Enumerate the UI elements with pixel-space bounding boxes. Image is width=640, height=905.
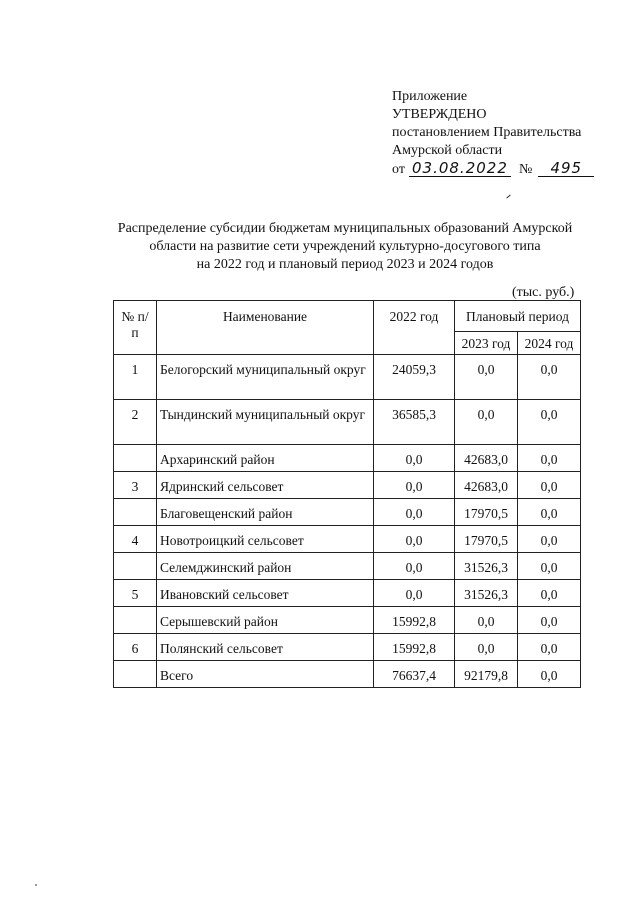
row-num (114, 553, 156, 560)
header-planned-period: Плановый период (455, 301, 581, 332)
header-num: № п/п (114, 301, 157, 355)
row-2023: 42683,0 (464, 452, 508, 467)
table-row (114, 553, 581, 580)
row-2024: 0,0 (540, 587, 558, 602)
row-2022: 0,0 (405, 506, 423, 521)
row-2022: 76637,4 (392, 668, 436, 683)
row-num (114, 607, 156, 614)
row-2022: 0,0 (405, 452, 423, 467)
row-2023: 31526,3 (464, 560, 508, 575)
row-num: 2 (131, 407, 139, 422)
row-2023: 0,0 (477, 614, 495, 629)
row-2024: 0,0 (540, 533, 558, 548)
row-name: Селемджинский район (160, 560, 292, 575)
row-2023: 92179,8 (464, 668, 508, 683)
row-name: Тындинский муниципальный округ (160, 407, 366, 422)
header-2024: 2024 год (518, 332, 581, 355)
row-2022: 36585,3 (392, 407, 436, 422)
row-2022: 0,0 (405, 533, 423, 548)
row-2023: 17970,5 (464, 506, 508, 521)
date-prefix: от (392, 162, 405, 177)
row-2023: 42683,0 (464, 479, 508, 494)
row-2024: 0,0 (540, 560, 558, 575)
approved-label: УТВЕРЖДЕНО (392, 107, 487, 122)
appendix-label: Приложение (392, 89, 468, 104)
row-name: Новотроицкий сельсовет (160, 533, 304, 548)
row-num: 3 (131, 479, 139, 494)
row-2024: 0,0 (540, 362, 558, 377)
row-2023: 0,0 (477, 362, 495, 377)
units-label: (тыс. руб.) (512, 285, 575, 300)
region-label: Амурской области (392, 143, 503, 158)
number-prefix: № (518, 162, 533, 177)
row-2023: 0,0 (477, 641, 495, 656)
table-row (114, 526, 581, 553)
row-name: Ядринский сельсовет (160, 479, 284, 494)
row-2024: 0,0 (540, 614, 558, 629)
order-line (392, 160, 632, 179)
title-line-1: Распределение субсидии бюджетам муниципальных образований Амурской (117, 221, 573, 236)
row-name: Полянский сельсовет (160, 641, 283, 656)
table-row (114, 400, 581, 445)
approval-block (392, 88, 632, 179)
row-2022: 15992,8 (392, 641, 436, 656)
header-2022: 2022 год (374, 301, 455, 355)
row-name: Ивановский сельсовет (160, 587, 289, 602)
table-row (114, 634, 581, 661)
row-2024: 0,0 (540, 668, 558, 683)
table-row (114, 445, 581, 472)
title-line-3: на 2022 год и плановый период 2023 и 2024 годов (196, 257, 494, 272)
table-row (114, 355, 581, 400)
row-2024: 0,0 (540, 479, 558, 494)
row-num: 6 (131, 641, 139, 656)
row-num (114, 661, 156, 668)
row-2024: 0,0 (540, 452, 558, 467)
row-2023: 31526,3 (464, 587, 508, 602)
header-name: Наименование (157, 301, 374, 355)
row-name: Благовещенский район (160, 506, 293, 521)
row-num (114, 445, 156, 452)
row-name: Серышевский район (160, 614, 278, 629)
row-name: Белогорский муниципальный округ (160, 362, 366, 377)
resolution-label: постановлением Правительства (392, 125, 582, 140)
row-2023: 17970,5 (464, 533, 508, 548)
row-2022: 0,0 (405, 587, 423, 602)
row-2023: 0,0 (477, 407, 495, 422)
scan-speck (35, 884, 37, 886)
row-name: Архаринский район (160, 452, 275, 467)
handwritten-number: 495 (538, 160, 594, 177)
row-num: 1 (131, 362, 139, 377)
row-num: 4 (131, 533, 139, 548)
row-2022: 24059,3 (392, 362, 436, 377)
table-row (114, 607, 581, 634)
row-num (114, 499, 156, 506)
row-2024: 0,0 (540, 641, 558, 656)
pen-mark (506, 195, 510, 199)
header-2023: 2023 год (455, 332, 518, 355)
title-line-2: области на развитие сети учреждений культурно-досугового типа (149, 239, 541, 254)
row-2022: 0,0 (405, 560, 423, 575)
row-2024: 0,0 (540, 506, 558, 521)
row-2022: 0,0 (405, 479, 423, 494)
document-title (80, 220, 610, 274)
row-2022: 15992,8 (392, 614, 436, 629)
table-row (114, 472, 581, 499)
table-row (114, 499, 581, 526)
row-name: Всего (160, 668, 194, 683)
handwritten-date: 03.08.2022 (409, 160, 511, 177)
table-row-total (114, 661, 581, 688)
row-2024: 0,0 (540, 407, 558, 422)
table-row (114, 580, 581, 607)
row-num: 5 (131, 587, 139, 602)
subsidy-table (113, 300, 581, 688)
